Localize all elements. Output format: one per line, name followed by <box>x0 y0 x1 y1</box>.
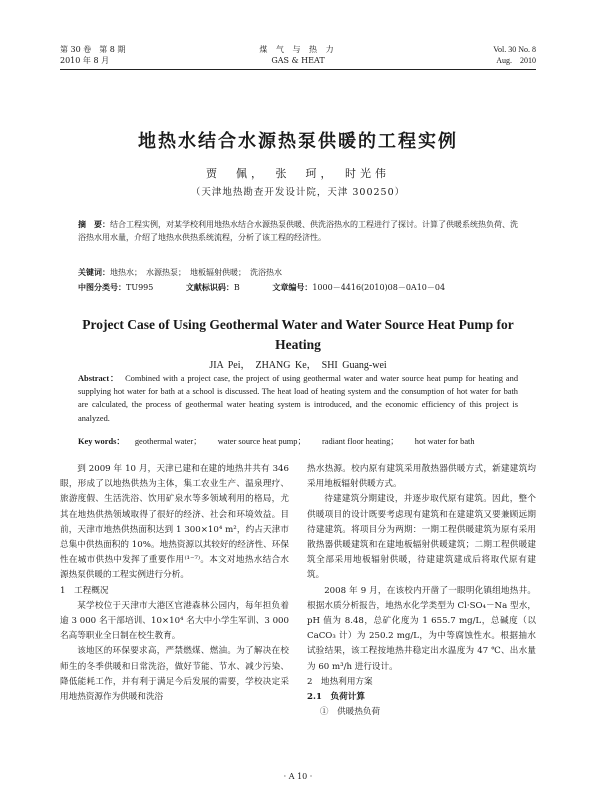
body-paragraph: 某学校位于天津市大港区官港森林公园内，每年担负着逾 3 000 名干部培训、10×10⁴ 名大中小学生军训、3 000 名高等职业全日制在校生教育。 <box>60 600 289 642</box>
section-heading-1: 1 工程概况 <box>60 585 109 596</box>
abstract-cn-text: 结合工程实例，对某学校利用地热水结合水源热泵供暖、供洗浴热水的工程进行了探讨。计算了供暖系统热负荷、洗浴热水用水量，介绍了地热水供热系统流程，分析了该工程的经济性。 <box>78 220 518 242</box>
abstract-cn-label: 摘 要： <box>78 219 110 229</box>
keywords-cn <box>78 266 518 280</box>
subsection-heading-2-1: 2.1 负荷计算 <box>307 692 365 703</box>
article-title-en: Project Case of Using Geothermal Water and Water Source Heat Pump for Heating <box>82 317 514 352</box>
clc-number: 中图分类号：TU995 <box>78 282 154 292</box>
abstract-en <box>78 372 518 425</box>
page-number: · A 10 · <box>283 772 313 781</box>
keyword-en: geothermal water； <box>134 437 202 446</box>
body-column-right <box>307 462 536 720</box>
date-en: Aug. 2010 <box>496 56 536 65</box>
keywords-cn-text: 地热水； 水源热泵； 地板辐射供暖； 洗浴热水 <box>110 268 282 277</box>
body-paragraph: 待建建筑分期建设，并逐步取代原有建筑。因此，整个供暖项目的设计既要考虑现有建筑和在建建筑又要兼顾远期待建建筑。将项目分为两期：一期工程供暖建筑为原有采用散热器供暖建筑和在建地板辐射供暖建筑；二期工程供暖建筑全部采用地板辐射供暖，待建建筑建成后将取代原有建筑。 <box>307 494 536 581</box>
body-paragraph: 2008 年 9 月，在该校内开凿了一眼明化镇组地热井。根据水质分析报告，地热水化学类型为 Cl·SO₄－Na 型水，pH 值为 8.48，总矿化度为 1 655.7 mg/L，总碱度（以 CaCO₃ 计）为 250.2 mg/L，为中等腐蚀性水。根据抽水试验结果，该工程按地热井稳定出水温度为 47 ℃、出水量为 60 m³/h 进行设计。 <box>307 585 536 672</box>
abstract-en-text: Combined with a project case, the project of using geothermal water and water source heat pump for heating and supplying hot water for bath at a school is discussed. The heat load of heating system and the consumption of hot water for bath are calculated, the process of geothermal water heating system is introduced, and the economic efficiency of this project is analyzed. <box>78 374 519 423</box>
article-id: 文章编号：1000－4416(2010)08－0A10－04 <box>272 282 446 292</box>
running-header-right <box>493 44 536 66</box>
affiliation-cn: （天津地热勘查开发设计院，天津 300250） <box>190 187 406 198</box>
body-paragraph: 热水热源。校内原有建筑采用散热器供暖方式，新建建筑均采用地板辐射供暖方式。 <box>307 464 536 490</box>
header-rule <box>60 69 536 70</box>
keyword-en: hot water for bath <box>414 437 475 446</box>
journal-name-en: GAS & HEAT <box>271 56 325 65</box>
authors-en: JIA Pei， ZHANG Ke， SHI Guang-wei <box>209 360 387 371</box>
journal-name-cn: 煤 气 与 热 力 <box>259 45 337 54</box>
body-paragraph: 到 2009 年 10 月，天津已建和在建的地热井共有 346 眼，形成了以地热供热为主体，集工农业生产、温泉理疗、旅游度假、生活洗浴、饮用矿泉水等多领域利用的格局，尤其在地热供热领域取得了很好的经济、社会和环境效益。目前，天津市地热供热面积达到 1 300×10⁴ m²，约占天津市总集中供热面积的 10%。地热资源以其较好的经济性、环保性在城市供热中发挥了重要作用⁽¹⁻⁷⁾。本文对地热水结合水源热泵供暖的工程实例进行分析。 <box>60 464 289 581</box>
document-code: 文献标识码：B <box>185 282 240 292</box>
keyword-en: water source heat pump； <box>217 437 306 446</box>
classification-line <box>78 281 518 295</box>
date-cn: 2010 年 8 月 <box>60 56 110 65</box>
body-column-left <box>60 462 289 705</box>
list-item: ① 供暖热负荷 <box>319 707 381 718</box>
body-paragraph: 该地区的环保要求高，严禁燃煤、燃油。为了解决在校师生的冬季供暖和日常洗浴，做好节能、节水、减少污染、降低能耗工作，并有利于满足今后发展的需要，学校决定采用地热资源作为供暖和洗浴 <box>60 646 289 703</box>
keywords-cn-label: 关键词： <box>78 267 110 277</box>
abstract-en-label: Abstract： <box>78 374 120 383</box>
article-title-cn: 地热水结合水源热泵供暖的工程实例 <box>138 131 458 152</box>
keywords-en-label: Key words： <box>78 437 125 446</box>
volume-issue-cn: 第 30 卷 第 8 期 <box>60 45 126 54</box>
section-heading-2: 2 地热利用方案 <box>307 676 373 687</box>
keywords-en <box>78 436 518 449</box>
authors-cn: 贾 佩， 张 珂， 时光伟 <box>206 167 390 180</box>
volume-issue-en: Vol. 30 No. 8 <box>493 45 536 54</box>
keyword-en: radiant floor heating； <box>321 437 399 446</box>
abstract-cn <box>78 218 518 244</box>
